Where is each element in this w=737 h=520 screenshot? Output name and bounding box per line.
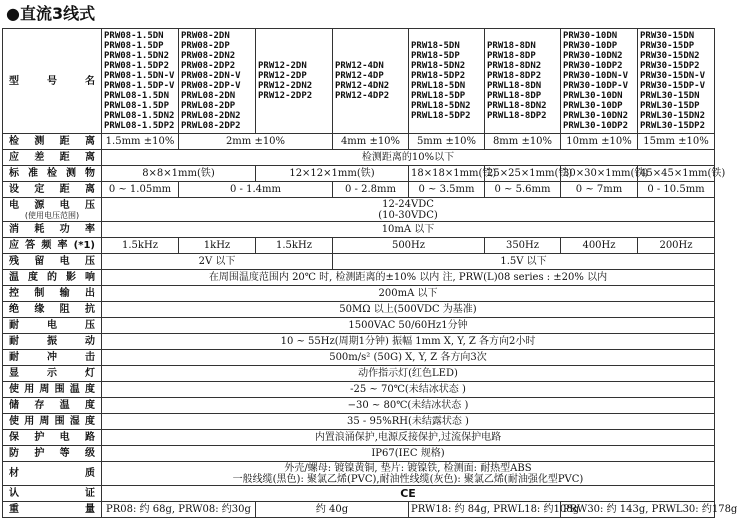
row-residual-voltage [3,254,715,270]
label-voltage-sub: (使用电压范围) [24,210,80,220]
detect-distance-value: 15mm ±10% [638,134,715,150]
label-certification: 认证 [3,486,102,502]
label-std-object: 标准检测物 [3,166,102,182]
row-std-object [3,166,715,182]
std-object-value: 8×8×1mm(铁) [102,166,256,182]
label-response-freq: 应答频率(*1) [3,238,102,254]
row-ambient-humidity [3,414,715,430]
model-name: PRW12-2DP [258,71,307,81]
material-line-2: 一般线缆(黑色): 聚氯乙烯(PVC),耐油性线缆(灰色): 聚氯乙烯(耐油强化型PVC) [232,473,584,485]
label-shock: 耐冲击 [3,350,102,366]
model-name: PRWL18-8DN [487,81,542,91]
model-name: PRWL30-15DP [640,101,700,111]
row-material [3,462,715,486]
response-freq-value: 500Hz [333,238,485,254]
model-name: PRW12-4DP [335,71,384,81]
ce-mark-icon: CE [400,486,416,500]
shock-value: 500m/s² (50G) X, Y, Z 各方向3次 [102,350,715,366]
row-detect-distance [3,134,715,150]
model-name: PRW12-2DN [258,61,307,71]
label-dielectric: 耐电压 [3,318,102,334]
set-distance-value: 0 ~ 1.05mm [102,182,179,198]
row-weight [3,502,715,518]
response-freq-value: 350Hz [485,238,561,254]
row-certification [3,486,715,502]
label-protection-circuit: 保护电路 [3,430,102,446]
row-ambient-temp [3,382,715,398]
model-name: PRW30-15DP-V [640,81,706,91]
label-material: 材质 [3,462,102,486]
response-freq-value: 1.5kHz [256,238,333,254]
label-control-output: 控制输出 [3,286,102,302]
model-name: PRWL30-10DN2 [563,111,629,121]
dielectric-value: 1500VAC 50/60Hz1分钟 [102,318,715,334]
model-name: PRW30-10DN [563,31,618,41]
protection-circuit-value: 内置浪涌保护,电源反接保护,过流保护电路 [102,430,715,446]
model-name: PRW18-8DN2 [487,61,542,71]
voltage-value [102,198,715,222]
model-list-prw08-2 [179,29,256,134]
label-temp-effect: 温度的影响 [3,270,102,286]
row-shock [3,350,715,366]
model-name: PRWL18-5DP2 [411,111,471,121]
voltage-range: 12-24VDC [382,198,434,210]
model-name: PRW30-10DP-V [563,81,629,91]
model-name: PRWL08-2DN [181,91,236,101]
row-power [3,222,715,238]
model-name: PRW30-15DP2 [640,61,700,71]
model-name: PRW08-1.5DP-V [104,81,175,91]
row-insulation [3,302,715,318]
label-display: 显示灯 [3,366,102,382]
weight-value: PRW18: 约 84g, PRWL18: 约108g [409,502,561,518]
certification-value [102,486,715,502]
detect-distance-value: 8mm ±10% [485,134,561,150]
set-distance-value: 0 - 2.8mm [333,182,409,198]
model-name: PRWL30-15DP2 [640,121,706,131]
model-name: PRWL08-2DP2 [181,121,241,131]
label-protection-grade: 防护等级 [3,446,102,462]
model-name: PRWL18-5DN2 [411,101,471,111]
model-name: PRW08-2DP2 [181,61,236,71]
label-insulation: 绝缘阻抗 [3,302,102,318]
row-voltage [3,198,715,222]
residual-voltage-value: 1.5V 以下 [333,254,715,270]
response-freq-value: 200Hz [638,238,715,254]
label-weight: 重量 [3,502,102,518]
detect-distance-value: 5mm ±10% [409,134,485,150]
row-storage-temp [3,398,715,414]
model-list-prw12-2 [256,29,333,134]
model-name: PRWL30-10DP [563,101,623,111]
set-distance-value: 0 - 10.5mm [638,182,715,198]
row-model [3,29,715,134]
row-display [3,366,715,382]
row-protection-grade [3,446,715,462]
residual-voltage-value: 2V 以下 [102,254,333,270]
model-name: PRWL08-1.5DP [104,101,170,111]
spec-table [2,28,737,518]
display-value: 动作指示灯(红色LED) [102,366,715,382]
model-name: PRW08-2DN2 [181,51,236,61]
model-list-prw12-4 [333,29,409,134]
detect-distance-value: 2mm ±10% [179,134,333,150]
set-distance-value: 0 ~ 3.5mm [409,182,485,198]
std-object-value: 25×25×1mm(铁) [485,166,561,182]
section-title: ●直流3线式 [6,4,96,23]
model-name: PRW08-2DP-V [181,81,241,91]
model-list-prw30-10 [561,29,638,134]
model-name: PRW18-5DN2 [411,61,466,71]
model-name: PRWL08-1.5DN [104,91,170,101]
label-set-distance: 设定距离 [3,182,102,198]
power-value: 10mA 以下 [102,222,715,238]
model-name: PRW12-4DP2 [335,91,390,101]
model-name: PRWL18-8DN2 [487,101,547,111]
row-protection-circuit [3,430,715,446]
model-name: PRW18-5DN [411,41,460,51]
label-storage-temp: 储存温度 [3,398,102,414]
detect-distance-value: 4mm ±10% [333,134,409,150]
model-name: PRW30-10DP2 [563,61,623,71]
hysteresis-value: 检测距离的10%以下 [102,150,715,166]
model-name: PRW08-2DN-V [181,71,241,81]
detect-distance-value: 1.5mm ±10% [102,134,179,150]
label-voltage [3,198,102,222]
response-freq-value: 1.5kHz [102,238,179,254]
ambient-temp-value: -25 ~ 70℃(未结冰状态 ) [102,382,715,398]
model-name: PRW30-10DN2 [563,51,623,61]
row-temp-effect [3,270,715,286]
model-name: PRW12-2DP2 [258,91,313,101]
voltage-usage-range: (10-30VDC) [378,209,438,221]
insulation-value: 50MΩ 以上(500VDC 为基准) [102,302,715,318]
std-object-value: 45×45×1mm(铁) [638,166,715,182]
std-object-value: 12×12×1mm(铁) [256,166,409,182]
row-set-distance [3,182,715,198]
material-value [102,462,715,486]
weight-value: 约 40g [256,502,409,518]
model-name: PRWL08-1.5DN2 [104,111,175,121]
detect-distance-value: 10mm ±10% [561,134,638,150]
label-vibration: 耐振动 [3,334,102,350]
response-freq-value: 400Hz [561,238,638,254]
model-name: PRW12-4DN [335,61,384,71]
temp-effect-value: 在周围温度范围内 20℃ 时, 检测距离的±10% 以内 注, PRW(L)08 series : ±20% 以内 [102,270,715,286]
row-response-freq [3,238,715,254]
model-name: PRWL18-5DP [411,91,466,101]
control-output-value: 200mA 以下 [102,286,715,302]
label-detect-distance: 检测距离 [3,134,102,150]
label-power: 消耗功率 [3,222,102,238]
weight-value: PRW30: 约 143g, PRWL30: 约178g [561,502,715,518]
protection-grade-value: IP67(IEC 规格) [102,446,715,462]
model-name: PRW30-15DN-V [640,71,706,81]
std-object-value: 30×30×1mm(铁) [561,166,638,182]
model-name: PRWL08-1.5DP2 [104,121,175,131]
set-distance-value: 0 ~ 7mm [561,182,638,198]
row-vibration [3,334,715,350]
model-list-prw08-1-5 [102,29,179,134]
label-ambient-temp: 使用周围温度 [3,382,102,398]
model-name: PRW08-2DN [181,31,230,41]
model-list-prw30-15 [638,29,715,134]
model-name: PRW18-8DP [487,51,536,61]
model-name: PRW08-1.5DP2 [104,61,170,71]
model-name: PRW18-8DP2 [487,71,542,81]
model-name: PRW18-8DN [487,41,536,51]
model-name: PRWL18-5DN [411,81,466,91]
model-name: PRW30-15DN2 [640,51,700,61]
model-name: PRWL30-10DN [563,91,623,101]
storage-temp-value: −30 ~ 80℃(未结冰状态 ) [102,398,715,414]
std-object-value: 18×18×1mm(铁) [409,166,485,182]
model-list-prw18-5 [409,29,485,134]
model-name: PRW12-4DN2 [335,81,390,91]
model-name: PRW18-5DP [411,51,460,61]
label-residual-voltage: 残留电压 [3,254,102,270]
model-name: PRW08-2DP [181,41,230,51]
vibration-value: 10 ~ 55Hz(周期1分钟) 振幅 1mm X, Y, Z 各方向2小时 [102,334,715,350]
label-model: 型 号 名 [3,29,102,134]
label-hysteresis: 应差距离 [3,150,102,166]
model-name: PRW30-15DP [640,41,695,51]
model-name: PRWL30-15DN [640,91,700,101]
model-name: PRW08-1.5DN-V [104,71,175,81]
set-distance-value: 0 - 1.4mm [179,182,333,198]
model-name: PRW30-10DP [563,41,618,51]
model-name: PRWL08-2DN2 [181,111,241,121]
set-distance-value: 0 ~ 5.6mm [485,182,561,198]
model-name: PRW12-2DN2 [258,81,313,91]
label-ambient-humidity: 使用周围湿度 [3,414,102,430]
ambient-humidity-value: 35 - 95%RH(未结露状态 ) [102,414,715,430]
response-freq-value: 1kHz [179,238,256,254]
model-name: PRWL18-8DP [487,91,542,101]
weight-value: PR08: 约 68g, PRW08: 约30g [102,502,256,518]
row-hysteresis [3,150,715,166]
row-dielectric [3,318,715,334]
material-line-1: 外壳/螺母: 镀镍黄铜, 垫片: 镀镍铁, 检测面: 耐热型ABS [284,462,532,474]
model-name: PRW08-1.5DP [104,41,164,51]
row-control-output [3,286,715,302]
model-name: PRW30-10DN-V [563,71,629,81]
model-name: PRW08-1.5DN [104,31,164,41]
model-name: PRW18-5DP2 [411,71,466,81]
model-name: PRW08-1.5DN2 [104,51,170,61]
model-name: PRWL30-10DP2 [563,121,629,131]
model-name: PRWL30-15DN2 [640,111,706,121]
model-name: PRWL08-2DP [181,101,236,111]
label-voltage-main: 电源电压 [9,199,95,211]
model-name: PRW30-15DN [640,31,695,41]
model-name: PRWL18-8DP2 [487,111,547,121]
model-list-prw18-8 [485,29,561,134]
